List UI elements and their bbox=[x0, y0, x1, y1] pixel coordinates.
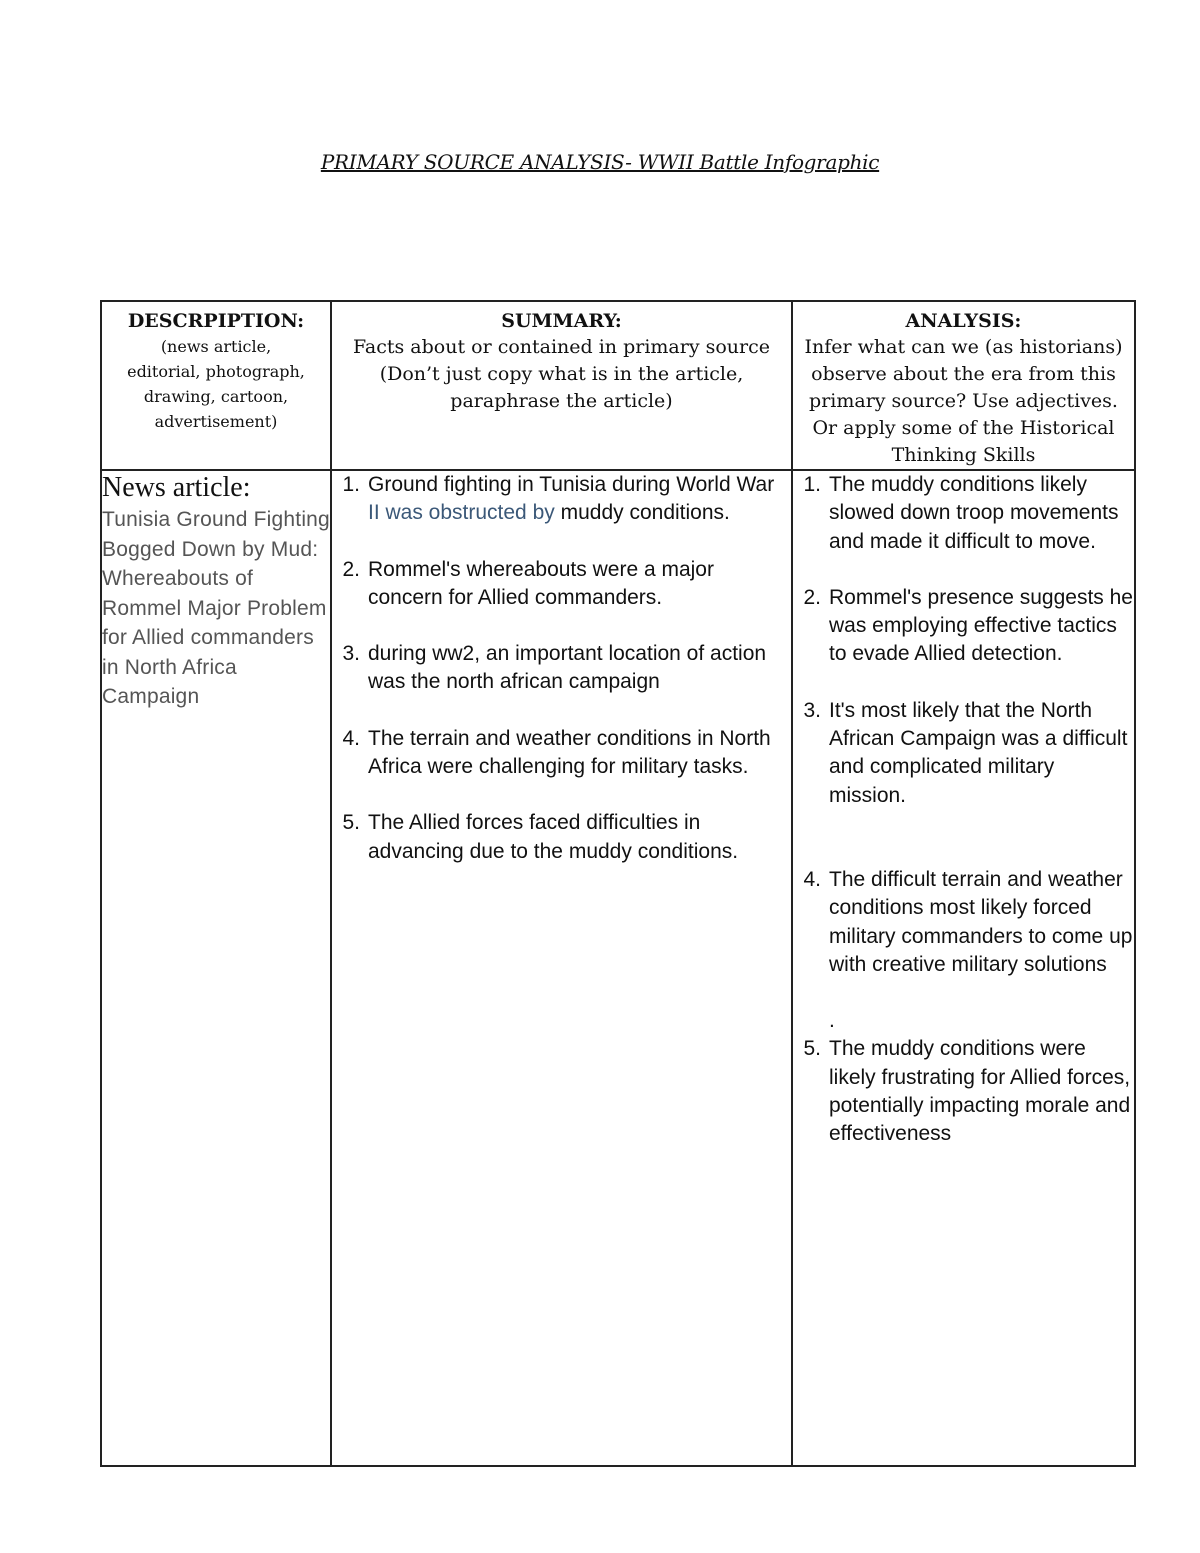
analysis-table bbox=[100, 300, 1136, 1467]
summary-item-highlight: II was obstructed by bbox=[368, 501, 555, 525]
description-line: advertisement) bbox=[154, 412, 278, 431]
summary-item-text: muddy conditions. bbox=[554, 501, 730, 525]
summary-line: (Don’t just copy what is in the article, bbox=[379, 363, 744, 385]
analysis-item bbox=[793, 866, 1134, 1035]
analysis-line: Or apply some of the Historical bbox=[812, 417, 1115, 439]
analysis-item-number: 1. bbox=[803, 473, 821, 496]
description-cell bbox=[101, 470, 331, 1466]
analysis-line: observe about the era from this bbox=[811, 363, 1116, 385]
summary-item-text: The Allied forces faced difficulties in advancing due to the muddy conditions. bbox=[368, 811, 739, 863]
analysis-item bbox=[793, 697, 1134, 810]
header-row bbox=[101, 301, 1135, 470]
summary-item-text: Ground fighting in Tunisia during World War bbox=[368, 473, 775, 496]
description-line: editorial, photograph, bbox=[127, 362, 305, 381]
summary-item-text: during ww2, an important location of action was the north african campaign bbox=[368, 642, 767, 694]
analysis-item-text: Rommel's presence suggests he was employing effective tactics to evade Allied detection. bbox=[829, 585, 1133, 666]
analysis-list bbox=[793, 471, 1134, 1149]
analysis-line: primary source? Use adjectives. bbox=[809, 390, 1118, 412]
summary-item bbox=[332, 556, 791, 613]
summary-item bbox=[332, 725, 791, 782]
summary-header bbox=[331, 301, 792, 470]
analysis-item-number: 3. bbox=[803, 698, 821, 722]
analysis-item-number: 4. bbox=[803, 867, 821, 891]
analysis-item-text: The muddy conditions likely slowed down troop movements and made it difficult to move. bbox=[829, 473, 1119, 553]
summary-heading: SUMMARY: bbox=[501, 310, 622, 332]
summary-item-text: Rommel's whereabouts were a major concern for Allied commanders. bbox=[368, 557, 714, 609]
summary-item-text: The terrain and weather conditions in North Africa were challenging for military tasks. bbox=[368, 726, 771, 779]
summary-cell bbox=[331, 470, 792, 1466]
summary-item-number: 4. bbox=[342, 726, 360, 750]
analysis-heading: ANALYSIS: bbox=[905, 310, 1022, 332]
summary-line: Facts about or contained in primary source bbox=[353, 336, 770, 358]
analysis-item-text: It's most likely that the North African Campaign was a difficult and complicated military mission. bbox=[829, 698, 1128, 807]
summary-item bbox=[332, 640, 791, 697]
analysis-item bbox=[793, 1035, 1134, 1148]
summary-list bbox=[332, 471, 791, 866]
analysis-item-text: The difficult terrain and weather conditions most likely forced military commanders to come up with creative military solutions bbox=[829, 867, 1133, 976]
summary-line: paraphrase the article) bbox=[450, 390, 673, 412]
stray-mark: . bbox=[829, 1009, 835, 1033]
analysis-header bbox=[792, 301, 1135, 470]
page-title: PRIMARY SOURCE ANALYSIS- WWII Battle Infographic bbox=[320, 150, 880, 174]
summary-item-number: 5. bbox=[342, 811, 360, 835]
description-heading: DESCRPIPTION: bbox=[127, 310, 305, 332]
analysis-item-number: 5. bbox=[803, 1037, 821, 1061]
summary-item-number: 1. bbox=[342, 473, 360, 496]
summary-item bbox=[332, 471, 791, 528]
news-article-title: Tunisia Ground Fighting Bogged Down by Mud: Whereabouts of Rommel Major Problem for Allied commanders in North Africa Campaign bbox=[102, 508, 330, 708]
analysis-cell bbox=[792, 470, 1135, 1466]
summary-item-number: 2. bbox=[342, 557, 360, 581]
analysis-line: Infer what can we (as historians) bbox=[804, 336, 1123, 358]
description-header bbox=[101, 301, 331, 470]
analysis-item bbox=[793, 471, 1134, 556]
summary-item-number: 3. bbox=[342, 642, 360, 666]
analysis-line: Thinking Skills bbox=[891, 444, 1036, 466]
analysis-item-number: 2. bbox=[803, 585, 821, 609]
analysis-item-text: The muddy conditions were likely frustrating for Allied forces, potentially impacting morale and effectiveness bbox=[829, 1037, 1131, 1146]
content-row bbox=[101, 470, 1135, 1466]
description-line: (news article, bbox=[160, 337, 272, 356]
analysis-item bbox=[793, 584, 1134, 669]
summary-item bbox=[332, 809, 791, 866]
description-line: drawing, cartoon, bbox=[143, 387, 289, 406]
news-article-label: News article: bbox=[102, 472, 251, 503]
